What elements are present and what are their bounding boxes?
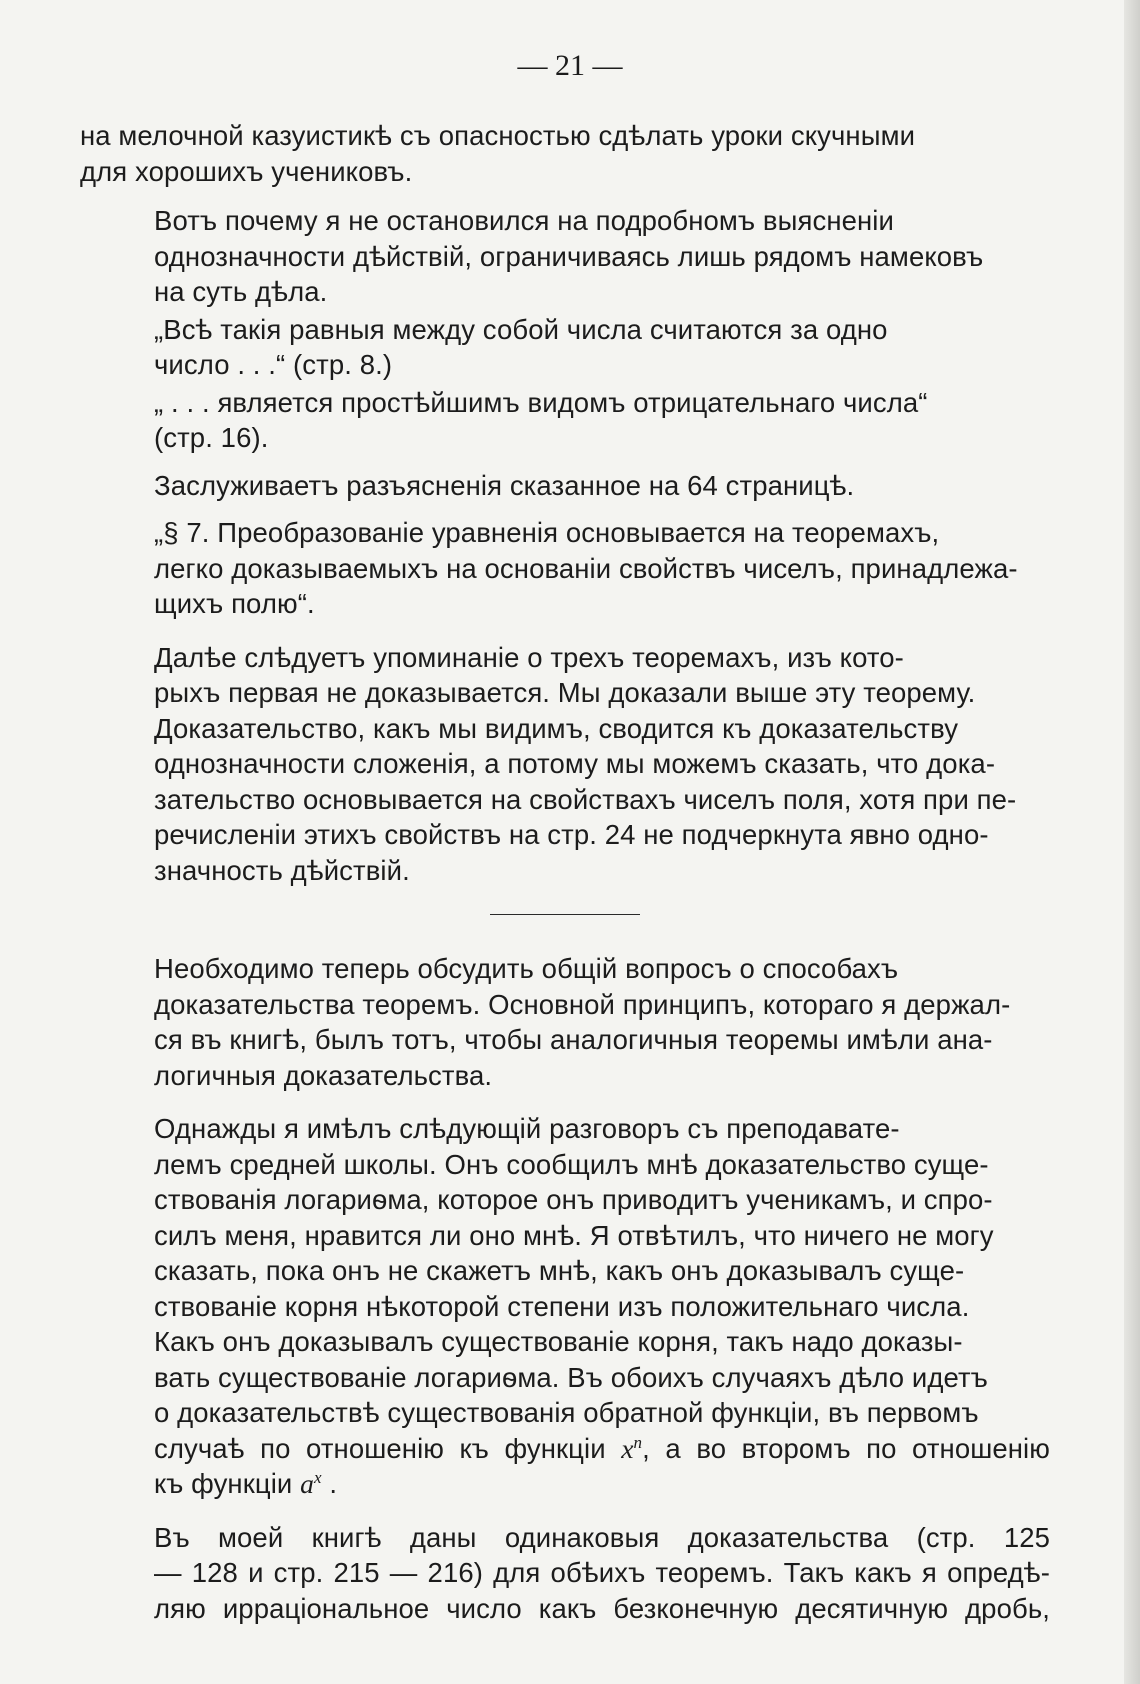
text-line: ствованія логариѳма, которое онъ приводитъ ученикамъ, и спро- bbox=[154, 1184, 993, 1215]
text-line: логичныя доказательства. bbox=[154, 1059, 493, 1091]
text-line: рыхъ первая не доказывается. Мы доказали выше эту теорему. bbox=[154, 677, 976, 708]
paragraph-2 bbox=[80, 203, 1050, 310]
formula-line bbox=[80, 1466, 1050, 1502]
text-line: легко доказываемыхъ на основаніи свойствъ чиселъ, принадлежа- bbox=[154, 552, 1018, 584]
paragraph-4 bbox=[80, 640, 1050, 889]
text-line: однозначности сложенія, а потому мы можемъ сказать, что дока- bbox=[154, 748, 996, 779]
text-line: речисленіи этихъ свойствъ на стр. 24 не подчеркнута явно одно- bbox=[154, 819, 989, 850]
text-line: щихъ полю“. bbox=[154, 588, 315, 619]
variable-x: x bbox=[621, 1432, 634, 1464]
section-divider bbox=[490, 914, 640, 915]
quote-3 bbox=[80, 515, 1050, 622]
formula-x-power-n bbox=[621, 1433, 642, 1464]
page-edge-shadow bbox=[1124, 0, 1140, 1684]
text-line: Заслуживаетъ разъясненія сказанное на 64 страницѣ. bbox=[154, 469, 855, 501]
paragraph-5 bbox=[80, 951, 1050, 1093]
text-line: Вотъ почему я не остановился на подробномъ выясненіи bbox=[154, 205, 894, 236]
text-fragment: случаѣ по отношенію къ функціи bbox=[154, 1432, 606, 1464]
text-line: вать существованіе логариѳма. Въ обоихъ случаяхъ дѣло идетъ bbox=[154, 1361, 988, 1393]
text-line: сказать, пока онъ не скажетъ мнѣ, какъ онъ доказывалъ суще- bbox=[154, 1255, 965, 1286]
text-line: значность дѣйствій. bbox=[154, 854, 410, 886]
text-line: Необходимо теперь обсудить общій вопросъ о способахъ bbox=[154, 953, 899, 984]
formula-a-power-x bbox=[300, 1468, 322, 1499]
text-line: Въ моей книгѣ даны одинаковыя доказательства (стр. 125 bbox=[154, 1521, 1050, 1553]
text-line: „ . . . является простѣйшимъ видомъ отрицательнаго числа“ bbox=[154, 386, 928, 418]
paragraph-6 bbox=[80, 1111, 1050, 1502]
text-line: (стр. 16). bbox=[154, 422, 269, 453]
quote-2 bbox=[80, 385, 1050, 456]
text-line: — 128 и стр. 215 — 216) для обѣихъ теоремъ. Такъ какъ я опредѣ- bbox=[154, 1557, 1050, 1588]
text-fragment: къ функціи bbox=[154, 1468, 293, 1499]
text-line: Однажды я имѣлъ слѣдующій разговоръ съ преподавате- bbox=[154, 1113, 900, 1144]
text-line: ся въ книгѣ, былъ тотъ, чтобы аналогичныя теоремы имѣли ана- bbox=[154, 1024, 993, 1055]
text-line: на суть дѣла. bbox=[154, 276, 328, 307]
text-line: ляю ирраціональное число какъ безконечную десятичную дробь, bbox=[154, 1592, 1050, 1624]
text-line: „§ 7. Преобразованіе уравненія основывается на теоремахъ, bbox=[154, 517, 940, 548]
text-line: Какъ онъ доказывалъ существованіе корня, такъ надо доказы- bbox=[154, 1326, 963, 1357]
text-line: Далѣе слѣдуетъ упоминаніе о трехъ теоремахъ, изъ кото- bbox=[154, 641, 904, 673]
text-line: число . . .“ (стр. 8.) bbox=[154, 349, 393, 380]
text-line: Доказательство, какъ мы видимъ, сводится къ доказательству bbox=[154, 712, 959, 744]
text-fragment: . bbox=[329, 1468, 338, 1499]
paragraph-7 bbox=[80, 1520, 1050, 1627]
page-number: — 21 — bbox=[517, 49, 623, 82]
text-line: ствованіе корня нѣкоторой степени изъ положительнаго числа. bbox=[154, 1290, 970, 1322]
paragraph-3 bbox=[80, 468, 1050, 504]
text-line: доказательства теоремъ. Основной принципъ, котораго я держал- bbox=[154, 988, 1011, 1020]
quote-1 bbox=[80, 312, 1050, 383]
formula-line bbox=[80, 1431, 1050, 1467]
text-line: „Всѣ такія равныя между собой числа считаются за одно bbox=[154, 313, 888, 345]
text-line: о доказательствѣ существованія обратной функціи, въ первомъ bbox=[154, 1397, 979, 1428]
page-body bbox=[80, 118, 1050, 1626]
text-line: однозначности дѣйствій, ограничиваясь лишь рядомъ намековъ bbox=[154, 240, 984, 272]
text-line: зательство основывается на свойствахъ чиселъ поля, хотя при пе- bbox=[154, 783, 1017, 815]
text-line: силъ меня, нравится ли оно мнѣ. Я отвѣтилъ, что ничего не могу bbox=[154, 1219, 994, 1251]
text-line: на мелочной казуистикѣ съ опасностью сдѣлать уроки скучными bbox=[80, 120, 916, 151]
text-line: для хорошихъ учениковъ. bbox=[80, 155, 413, 187]
text-line: лемъ средней школы. Онъ сообщилъ мнѣ доказательство суще- bbox=[154, 1148, 989, 1180]
paragraph-1 bbox=[80, 118, 1050, 189]
exponent-n: n bbox=[633, 1432, 643, 1452]
variable-a: a bbox=[300, 1468, 314, 1499]
exponent-x: x bbox=[313, 1468, 322, 1487]
text-fragment: , а во второмъ по отношенію bbox=[642, 1432, 1050, 1464]
